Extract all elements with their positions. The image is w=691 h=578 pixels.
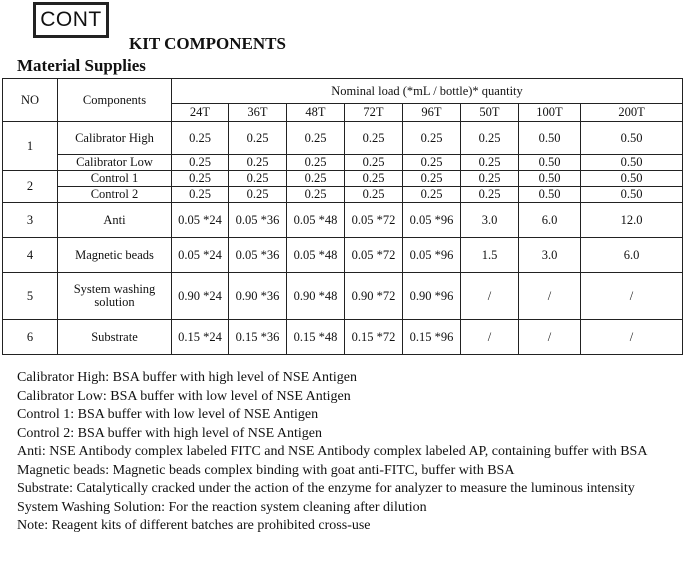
table-cell: 0.25 [345,187,403,203]
table-cell: 0.50 [519,171,581,187]
component-name: Control 1 [58,171,172,187]
table-cell: 0.05 *72 [345,203,403,238]
table-row [3,155,683,171]
note-line: Calibrator High: BSA buffer with high level of NSE Antigen [17,370,357,385]
table-cell: 0.25 [287,122,345,155]
table-cell: 0.25 [172,187,229,203]
table-cell: 0.90 *36 [229,273,287,320]
row-number: 4 [3,238,58,273]
note-line: Control 1: BSA buffer with low level of NSE Antigen [17,407,319,422]
table-cell: 0.05 *96 [403,203,461,238]
table-cell: 0.05 *48 [287,238,345,273]
material-supplies-title: Material Supplies [17,56,146,75]
note-line: Magnetic beads: Magnetic beads complex binding with goat anti-FITC, buffer with BSA [17,462,515,478]
table-cell: 6.0 [519,203,581,238]
note-line: Control 2: BSA buffer with high level of NSE Antigen [17,425,323,441]
table-row [3,171,683,187]
table-cell: 0.05 *36 [229,238,287,273]
col-header: 36T [229,104,287,122]
component-notes [17,369,677,536]
table-cell: 0.25 [461,171,519,187]
table-cell: 0.50 [581,155,683,171]
row-number: 2 [3,171,58,203]
component-name: Calibrator High [58,122,172,155]
row-number: 1 [3,122,58,171]
cont-badge: CONT [33,2,109,38]
table-cell: 0.15 *24 [172,320,229,355]
table-cell: 3.0 [461,203,519,238]
table-cell: 0.15 *36 [229,320,287,355]
table-cell: / [461,320,519,355]
col-header: 50T [461,104,519,122]
table-cell: 0.50 [581,122,683,155]
table-cell: 0.50 [519,155,581,171]
table-cell: 0.25 [287,155,345,171]
table-cell: 0.25 [403,187,461,203]
table-cell: / [581,320,683,355]
col-header: 96T [403,104,461,122]
table-cell: 0.50 [581,171,683,187]
table-cell: 0.90 *72 [345,273,403,320]
table-cell: 0.25 [172,155,229,171]
component-name: System washing solution [58,273,172,320]
col-header: 48T [287,104,345,122]
header-nominal-load: Nominal load (*mL / bottle)* quantity [172,79,683,104]
component-name: Calibrator Low [58,155,172,171]
table-cell: 0.25 [345,122,403,155]
table-cell: 0.25 [403,155,461,171]
component-name: Substrate [58,320,172,355]
table-cell: 0.25 [345,155,403,171]
note-line: Note: Reagent kits of different batches are prohibited cross-use [17,518,371,533]
header-components: Components [58,79,172,122]
table-cell: 0.25 [287,171,345,187]
table-cell: / [461,273,519,320]
table-row [3,273,683,320]
note-line: Calibrator Low: BSA buffer with low level of NSE Antigen [17,388,351,404]
table-cell: 0.05 *24 [172,238,229,273]
header-no: NO [3,79,58,122]
table-cell: 0.15 *72 [345,320,403,355]
table-cell: 0.15 *96 [403,320,461,355]
table-cell: 0.25 [287,187,345,203]
table-cell: 0.50 [581,187,683,203]
table-cell: 3.0 [519,238,581,273]
table-cell: 0.25 [172,122,229,155]
table-cell: / [519,273,581,320]
table-cell: 0.25 [345,171,403,187]
col-header: 72T [345,104,403,122]
table-cell: 0.05 *36 [229,203,287,238]
table-cell: 0.90 *24 [172,273,229,320]
table-cell: 0.25 [172,171,229,187]
components-table [2,78,683,355]
table-cell: 0.25 [229,155,287,171]
table-cell: 0.90 *48 [287,273,345,320]
table-cell: 0.25 [461,122,519,155]
table-cell: 0.90 *96 [403,273,461,320]
table-cell: 0.25 [461,155,519,171]
table-cell: 0.05 *48 [287,203,345,238]
note-line: System Washing Solution: For the reaction system cleaning after dilution [17,499,427,515]
note-line: Anti: NSE Antibody complex labeled FITC and NSE Antibody complex labeled AP, containing buffer with BSA [17,444,648,459]
note-line: Substrate: Catalytically cracked under the action of the enzyme for analyzer to measure the luminous intensity [17,481,635,496]
table-cell: 0.25 [229,171,287,187]
col-header: 24T [172,104,229,122]
table-row [3,203,683,238]
row-number: 6 [3,320,58,355]
row-number: 5 [3,273,58,320]
table-cell: 0.25 [229,187,287,203]
table-cell: 12.0 [581,203,683,238]
table-cell: 0.25 [403,122,461,155]
table-cell: 0.05 *96 [403,238,461,273]
table-row [3,187,683,203]
table-cell: / [519,320,581,355]
row-number: 3 [3,203,58,238]
table-cell: 0.25 [229,122,287,155]
component-name: Control 2 [58,187,172,203]
table-cell: 6.0 [581,238,683,273]
kit-components-title: KIT COMPONENTS [129,34,286,53]
table-cell: 0.05 *72 [345,238,403,273]
col-header: 200T [581,104,683,122]
table-row [3,320,683,355]
table-cell: / [581,273,683,320]
table-cell: 0.05 *24 [172,203,229,238]
table-cell: 0.50 [519,122,581,155]
table-row [3,238,683,273]
col-header: 100T [519,104,581,122]
component-name: Magnetic beads [58,238,172,273]
table-cell: 0.50 [519,187,581,203]
table-cell: 0.25 [461,187,519,203]
component-name: Anti [58,203,172,238]
table-cell: 0.15 *48 [287,320,345,355]
table-cell: 0.25 [403,171,461,187]
table-row [3,122,683,155]
table-cell: 1.5 [461,238,519,273]
